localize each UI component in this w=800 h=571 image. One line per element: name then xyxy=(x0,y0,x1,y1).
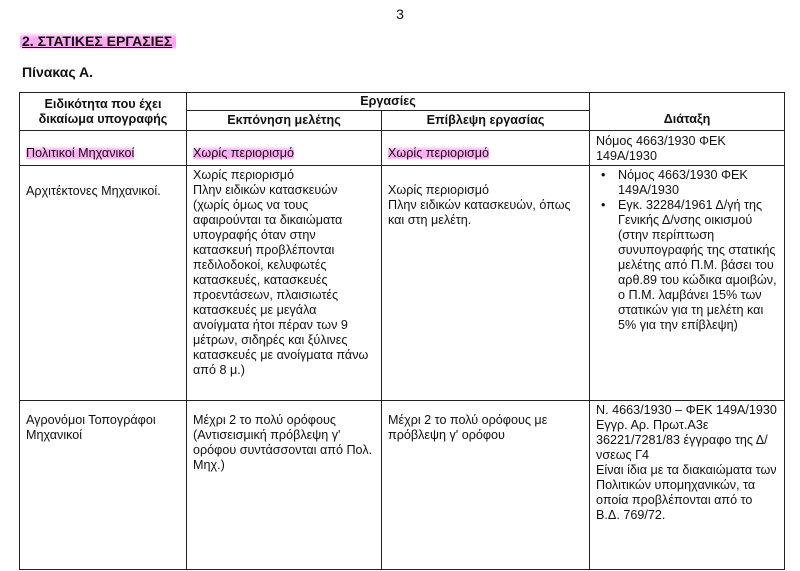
list-item: • Νόμος 4663/1930 ΦΕΚ 149Α/1930 xyxy=(601,168,748,197)
cell-study: Μέχρι 2 το πολύ ορόφους (Αντισεισμική πρόβλεψη γ' ορόφου συντάσσονται από Πολ. Μηχ.) xyxy=(187,401,382,570)
cell-supervision: Μέχρι 2 το πολύ ορόφους με πρόβλεψη γ' ορόφου xyxy=(382,401,590,570)
supervision-text: Χωρίς περιορισμό xyxy=(388,146,490,160)
table-header-row xyxy=(20,93,785,111)
cell-provision xyxy=(590,166,785,401)
table-row xyxy=(20,166,785,401)
cell-study xyxy=(187,131,382,166)
header-study: Εκπόνηση μελέτης xyxy=(187,111,382,131)
cell-specialty xyxy=(20,131,187,166)
bullet-icon: • xyxy=(601,198,606,212)
cell-specialty: Αρχιτέκτονες Μηχανικοί. xyxy=(20,166,187,401)
table-row xyxy=(20,131,785,166)
cell-provision: Νόμος 4663/1930 ΦΕΚ 149Α/1930 xyxy=(590,131,785,166)
specialty-text: Πολιτικοί Μηχανικοί xyxy=(26,146,135,160)
bullet-icon: • xyxy=(601,168,606,182)
table-caption: Πίνακας Α. xyxy=(22,64,93,80)
header-provision: Διάταξη xyxy=(590,93,785,131)
cell-supervision: Χωρίς περιορισμό Πλην ειδικών κατασκευών, όπως και στη μελέτη. xyxy=(382,166,590,401)
cell-provision: Ν. 4663/1930 – ΦΕΚ 149Α/1930 Εγγρ. Αρ. Πρωτ.Α3ε 36221/7281/83 έγγραφο της Δ/νσεως Γ4 Είναι ίδια με τα διακαιώματα των Πολιτικών υπομηχανικών, τα οποία προβλέπονται από το Β.Δ. 769/72. xyxy=(590,401,785,570)
cell-specialty: Αγρονόμοι Τοπογράφοι Μηχανικοί xyxy=(20,401,187,570)
header-specialty: Ειδικότητα που έχει δικαίωμα υπογραφής xyxy=(20,93,187,131)
page-number: 3 xyxy=(396,6,404,22)
cell-supervision xyxy=(382,131,590,166)
table-row xyxy=(20,401,785,570)
header-works: Εργασίες xyxy=(187,93,590,111)
provision-list xyxy=(596,168,778,333)
study-text: Χωρίς περιορισμό xyxy=(193,146,295,160)
signature-rights-table xyxy=(19,92,785,570)
list-item: • Εγκ. 32284/1961 Δ/γή της Γενικής Δ/νσης οικισμού (στην περίπτωση συνυπογραφής της στατικής μελέτης από Π.Μ. βάσει του αρθ.89 του κώδικα αμοιβών, ο Π.Μ. λαμβάνει 15% των στατικών για τη μελέτη και 5% για την επίβλεψη) xyxy=(601,198,777,332)
header-supervision: Επίβλεψη εργασίας xyxy=(382,111,590,131)
cell-study: Χωρίς περιορισμό Πλην ειδικών κατασκευών (χωρίς όμως να τους αφαιρούνται τα δικαιώματα υπογραφής όταν στην κατασκευή προβλέπονται πεδιλοδοκοί, κελυφωτές κατασκευές, κατασκευές προεντάσεων, πλαισιωτές κατασκευές με μεγάλα ανοίγματα ήτοι πέραν των 9 μέτρων, σιδηρές και ξύλινες κατασκευές με ανοίγματα πάνω από 8 μ.) xyxy=(187,166,382,401)
section-title: 2. ΣΤΑΤΙΚΕΣ ΕΡΓΑΣΙΕΣ xyxy=(20,32,176,50)
